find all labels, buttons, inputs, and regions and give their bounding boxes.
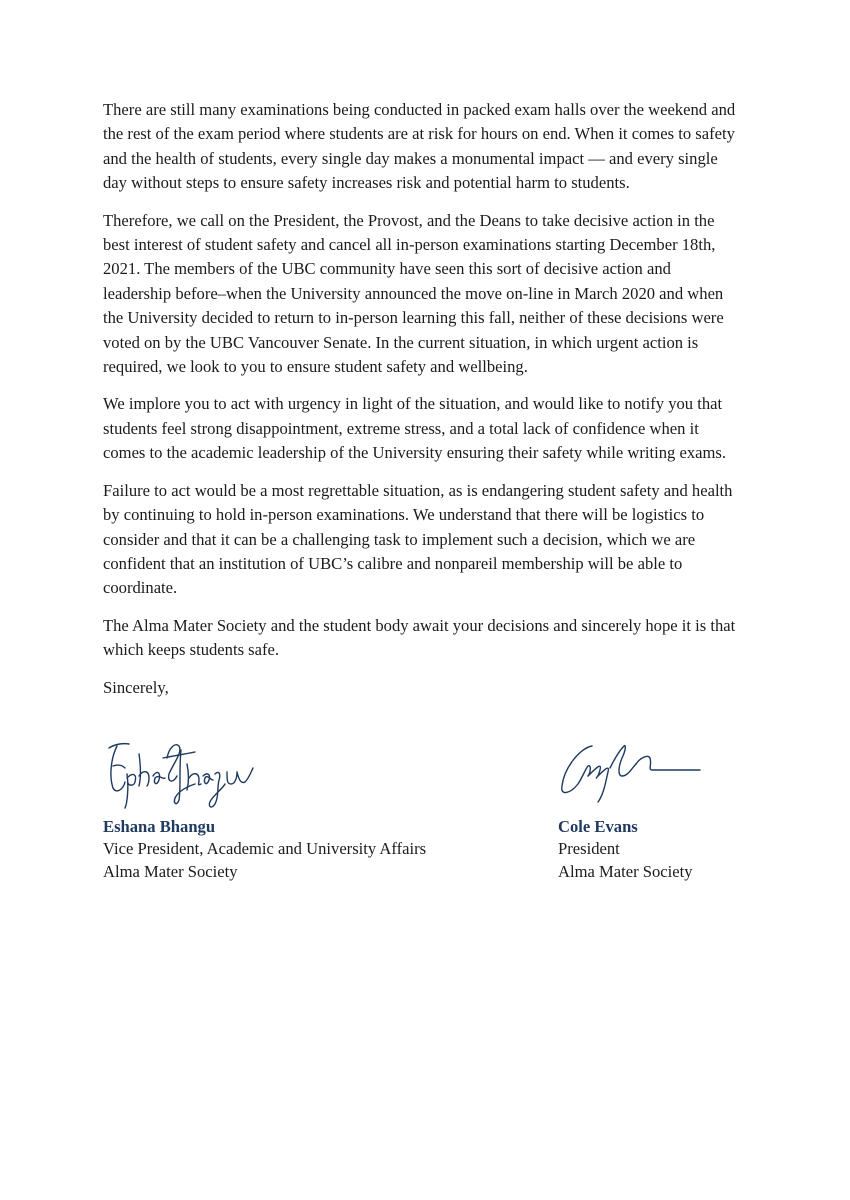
- signature-block-right: [558, 728, 818, 883]
- closing-salutation: Sincerely,: [103, 678, 169, 697]
- paragraph-4: Failure to act would be a most regrettable situation, as is endangering student safety and health by continuing to hold in-person examinations. We understand that there will be logistics to consider and that it can be a challenging task to implement such a decision, which we are confident that an institution of UBC’s calibre and nonpareil membership will be able to coordinate.: [103, 480, 733, 598]
- signature-block-left: [103, 728, 483, 883]
- signer-name-left: Eshana Bhangu: [103, 817, 216, 836]
- signer-title-right: President: [558, 839, 620, 858]
- signer-name-right: Cole Evans: [558, 817, 638, 836]
- paragraph-1: There are still many examinations being conducted in packed exam halls over the weekend and the rest of the exam period where students are at risk for hours on end. When it comes to safety and the health of students, every single day makes a monumental impact — and every single day without steps to ensure safety increases risk and potential harm to students.: [103, 100, 736, 193]
- paragraph-5: The Alma Mater Society and the student body await your decisions and sincerely hope it is that which keeps students safe.: [103, 615, 736, 660]
- paragraph-3: We implore you to act with urgency in light of the situation, and would like to notify you that students feel strong disappointment, extreme stress, and a total lack of confidence when it comes to the academic leadership of the University ensuring their safety while writing exams.: [103, 394, 726, 463]
- signer-organization-left: Alma Mater Society: [103, 861, 238, 881]
- letter-body: [103, 98, 743, 676]
- signer-organization-right: Alma Mater Society: [558, 861, 693, 881]
- signature-cole-evans: [558, 728, 718, 813]
- paragraph-2: Therefore, we call on the President, the Provost, and the Deans to take decisive action in the best interest of student safety and cancel all in-person examinations starting December 18th, 2021. The members of the UBC community have seen this sort of decisive action and leadership before–when the University announced the move on-line in March 2020 and when the University decided to return to in-person learning this fall, neither of these decisions were voted on by the UBC Vancouver Senate. In the current situation, in which urgent action is required, we look to you to ensure student safety and wellbeing.: [103, 210, 724, 377]
- signature-eshana-bhangu: [103, 728, 263, 813]
- signer-title-left: Vice President, Academic and University Affairs: [103, 839, 427, 858]
